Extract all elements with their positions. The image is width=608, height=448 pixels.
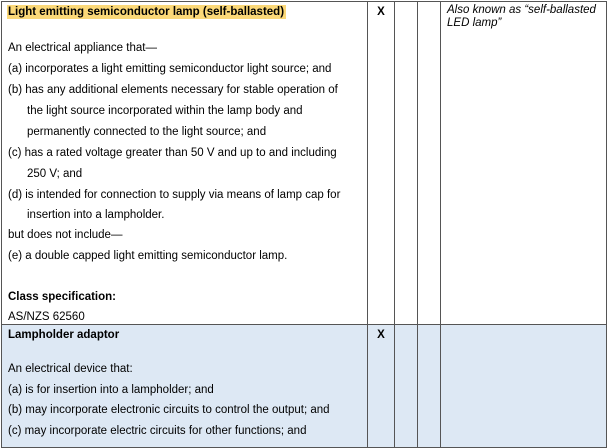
description-line: (c) may incorporate electric circuits for other functions; and: [8, 425, 307, 437]
class-spec-label: Class specification:: [8, 291, 117, 303]
description-line: (b) has any additional elements necessary for stable operation of: [8, 84, 338, 96]
description-line: (d) is intended for connection to supply via means of lamp cap for: [8, 189, 341, 201]
description-line: but does not include—: [8, 229, 123, 241]
empty-cell: [418, 325, 441, 448]
description-line: An electrical device that:: [8, 363, 133, 375]
description-line: the light source incorporated within the lamp body and: [27, 105, 303, 117]
applies-mark: X: [377, 329, 385, 341]
description-line: (a) incorporates a light emitting semiconductor light source; and: [8, 63, 332, 75]
description-line: (a) is for insertion into a lampholder; and: [8, 384, 214, 396]
description-cell: [2, 2, 368, 325]
description-line: 250 V; and: [27, 168, 83, 180]
row-heading: Lampholder adaptor: [8, 329, 120, 341]
description-cell: [2, 325, 368, 448]
applies-mark: X: [377, 6, 385, 18]
empty-cell: [395, 325, 418, 448]
classification-table: [1, 1, 607, 448]
note-cell: [441, 325, 607, 448]
mark-cell: [368, 2, 395, 325]
table-row: [2, 325, 607, 448]
description-line: An electrical appliance that—: [8, 42, 157, 54]
table-row: [2, 2, 607, 325]
row-heading: Light emitting semiconductor lamp (self-ballasted): [8, 6, 285, 18]
empty-cell: [418, 2, 441, 325]
empty-cell: [395, 2, 418, 325]
description-line: (b) may incorporate electronic circuits to control the output; and: [8, 404, 330, 416]
description-line: insertion into a lampholder.: [27, 209, 165, 221]
note-cell: [441, 2, 607, 325]
row-note: Also known as “self-ballasted LED lamp”: [447, 4, 596, 29]
description-line: (e) a double capped light emitting semiconductor lamp.: [8, 250, 288, 262]
description-line: (c) has a rated voltage greater than 50 V and up to and including: [8, 147, 337, 159]
description-line: permanently connected to the light source; and: [27, 126, 267, 138]
mark-cell: [368, 325, 395, 448]
class-spec-value: AS/NZS 62560: [8, 311, 85, 323]
